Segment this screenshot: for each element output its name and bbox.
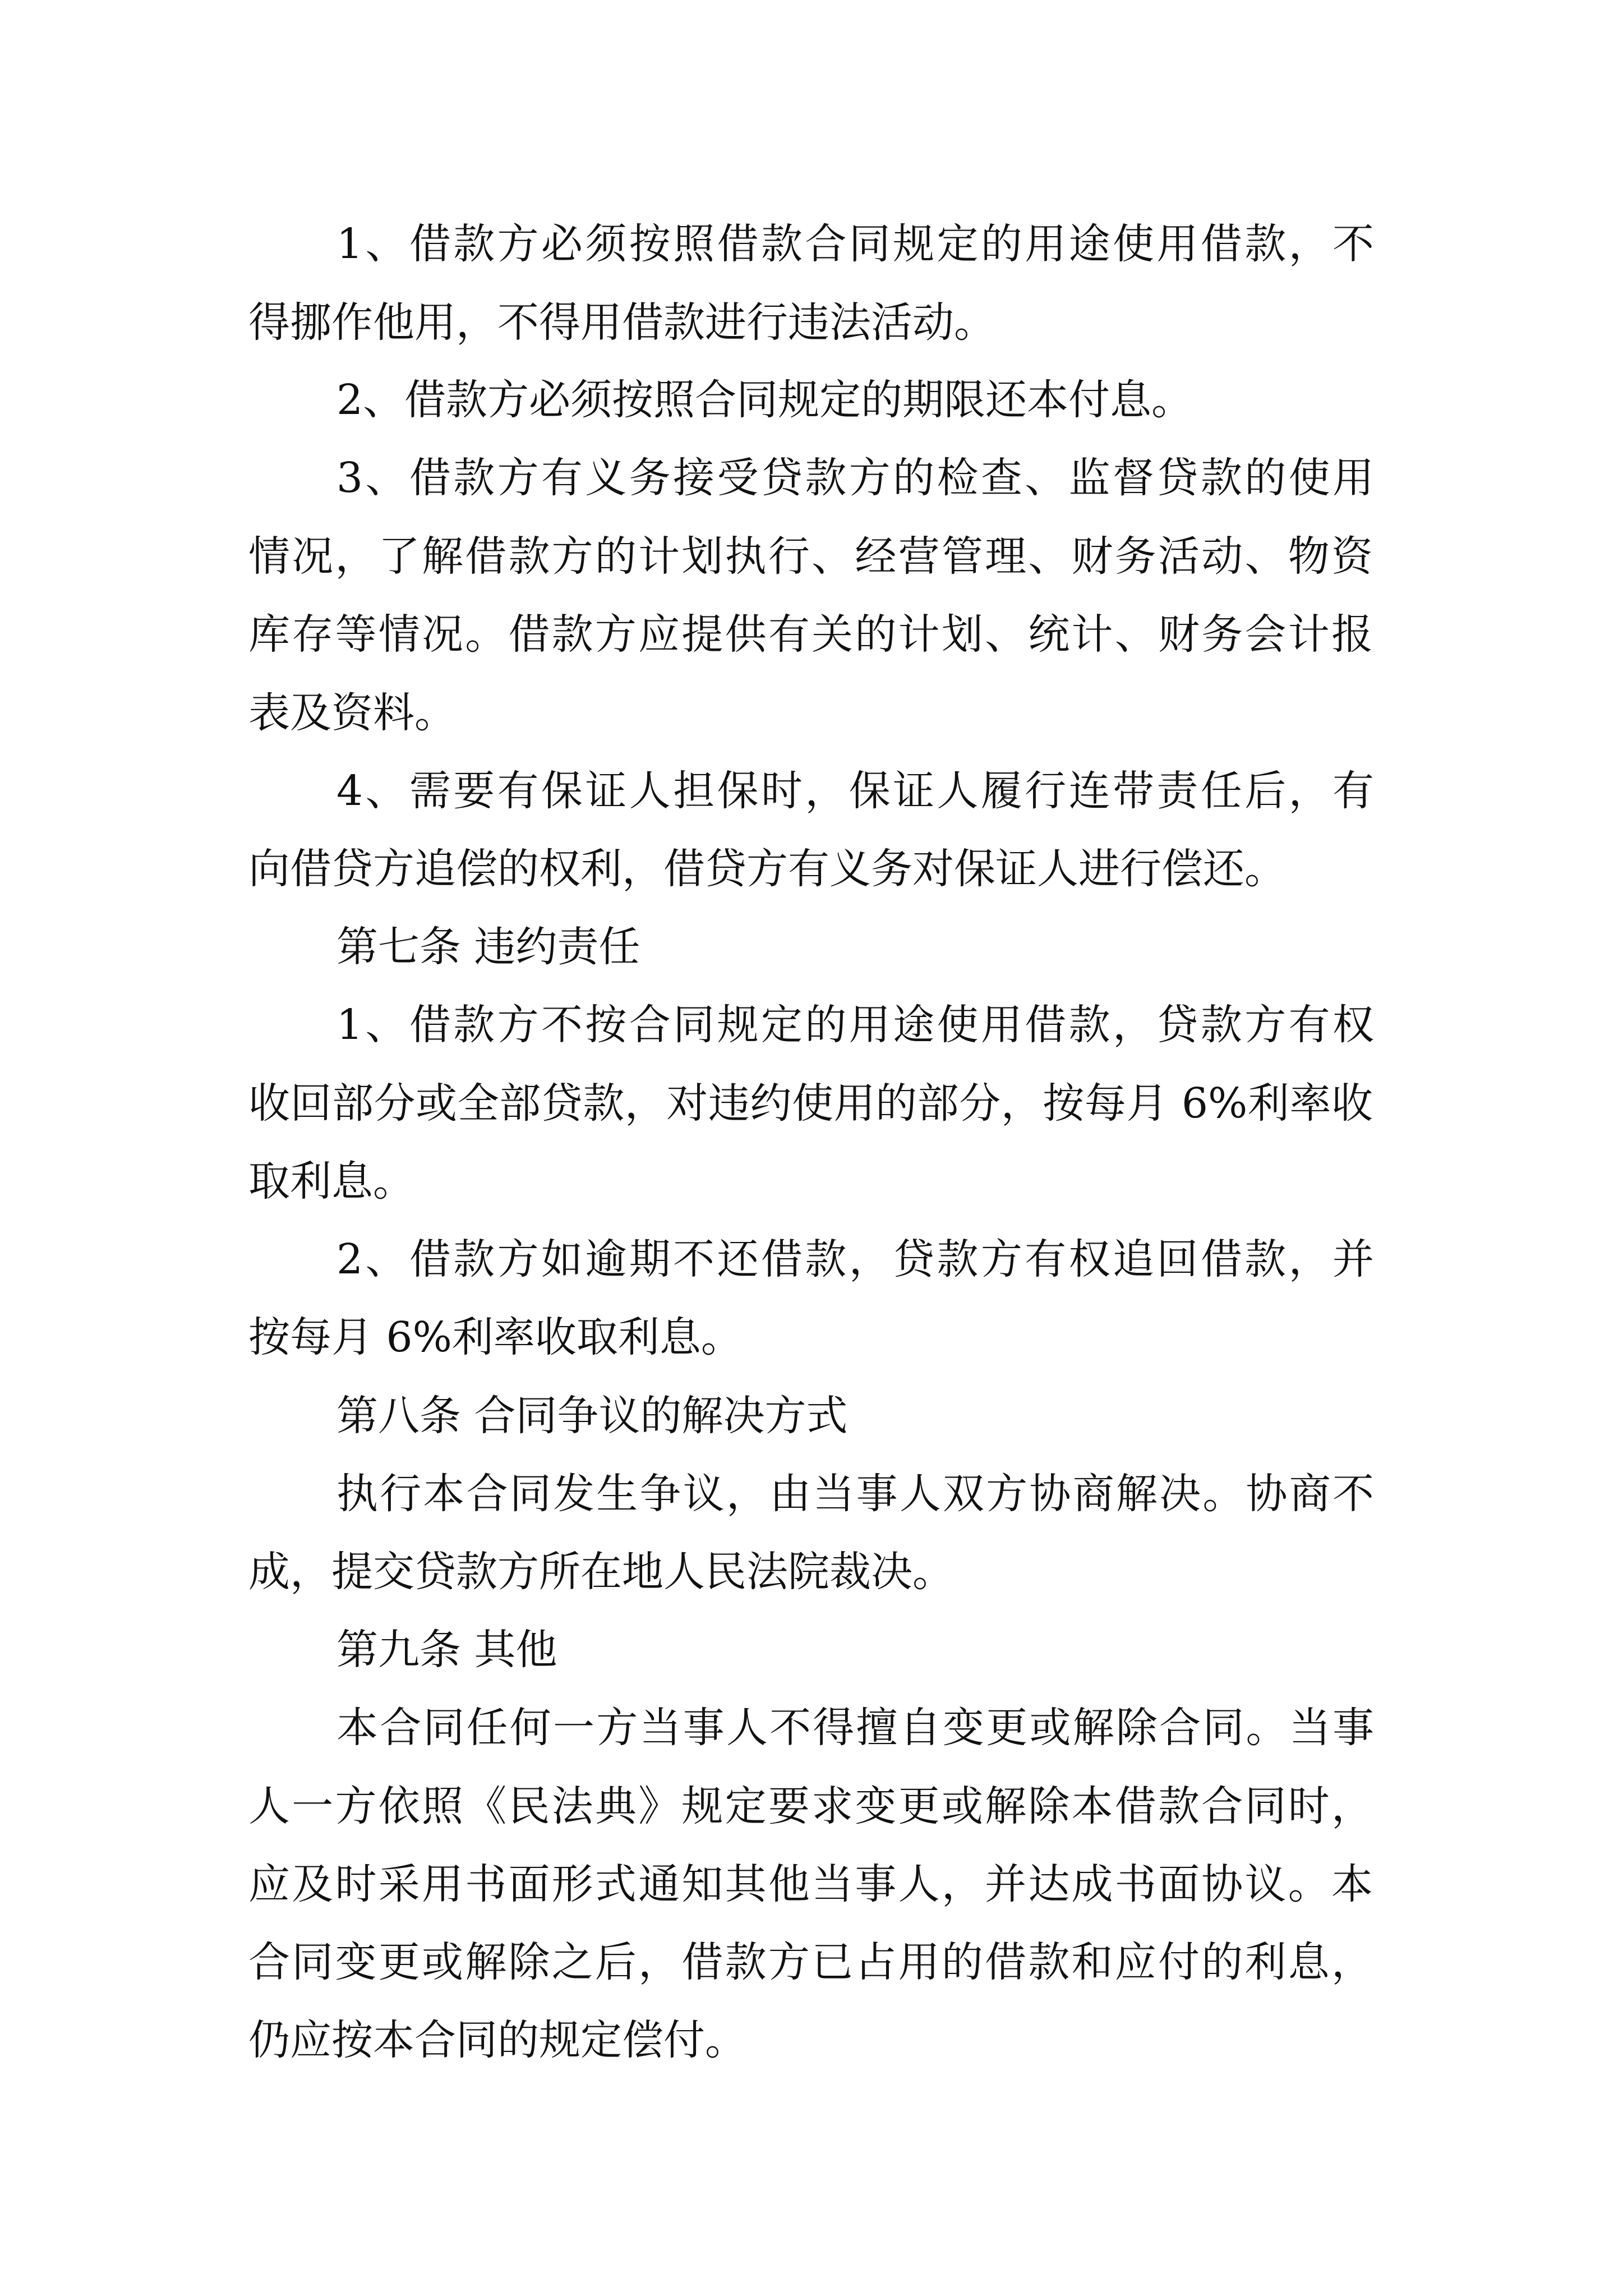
paragraph-line: 2、借款方必须按照合同规定的期限还本付息。 bbox=[336, 376, 1193, 424]
paragraph-line: 库存等情况。借款方应提供有关的计划、统计、财务会计报 bbox=[248, 610, 1373, 659]
paragraph-line: 4、需要有保证人担保时，保证人履行连带责任后，有 bbox=[336, 767, 1374, 815]
paragraph-line: 3、借款方有义务接受贷款方的检查、监督贷款的使用 bbox=[336, 454, 1374, 502]
section-heading: 第八条 合同争议的解决方式 bbox=[336, 1392, 848, 1440]
paragraph-line: 合同变更或解除之后，借款方已占用的借款和应付的利息， bbox=[248, 1938, 1373, 1986]
paragraph-line: 仍应按本合同的规定偿付。 bbox=[248, 2016, 746, 2064]
section-heading: 第七条 违约责任 bbox=[336, 923, 640, 971]
paragraph-line: 2、借款方如逾期不还借款，贷款方有权追回借款，并 bbox=[336, 1235, 1374, 1283]
paragraph-line: 按每月 6%利率收取利息。 bbox=[248, 1313, 743, 1361]
section-heading: 第九条 其他 bbox=[336, 1626, 557, 1674]
paragraph-line: 取利息。 bbox=[248, 1157, 414, 1205]
paragraph-line: 收回部分或全部贷款，对违约使用的部分，按每月 6%利率收 bbox=[248, 1079, 1373, 1128]
paragraph-line: 得挪作他用，不得用借款进行违法活动。 bbox=[248, 298, 995, 347]
paragraph-line: 应及时采用书面形式通知其他当事人，并达成书面协议。本 bbox=[248, 1860, 1373, 1908]
paragraph-line: 情况，了解借款方的计划执行、经营管理、财务活动、物资 bbox=[248, 532, 1373, 581]
paragraph-line: 成，提交贷款方所在地人民法院裁决。 bbox=[248, 1548, 954, 1596]
paragraph-line: 1、借款方不按合同规定的用途使用借款，贷款方有权 bbox=[336, 1001, 1374, 1049]
paragraph-line: 本合同任何一方当事人不得擅自变更或解除合同。当事 bbox=[336, 1704, 1374, 1752]
paragraph-line: 表及资料。 bbox=[248, 689, 456, 737]
paragraph-line: 执行本合同发生争议，由当事人双方协商解决。协商不 bbox=[336, 1470, 1374, 1518]
paragraph-line: 1、借款方必须按照借款合同规定的用途使用借款，不 bbox=[336, 220, 1374, 268]
paragraph-line: 向借贷方追偿的权利，借贷方有义务对保证人进行偿还。 bbox=[248, 845, 1286, 893]
paragraph-line: 人一方依照《民法典》规定要求变更或解除本借款合同时， bbox=[248, 1782, 1373, 1830]
